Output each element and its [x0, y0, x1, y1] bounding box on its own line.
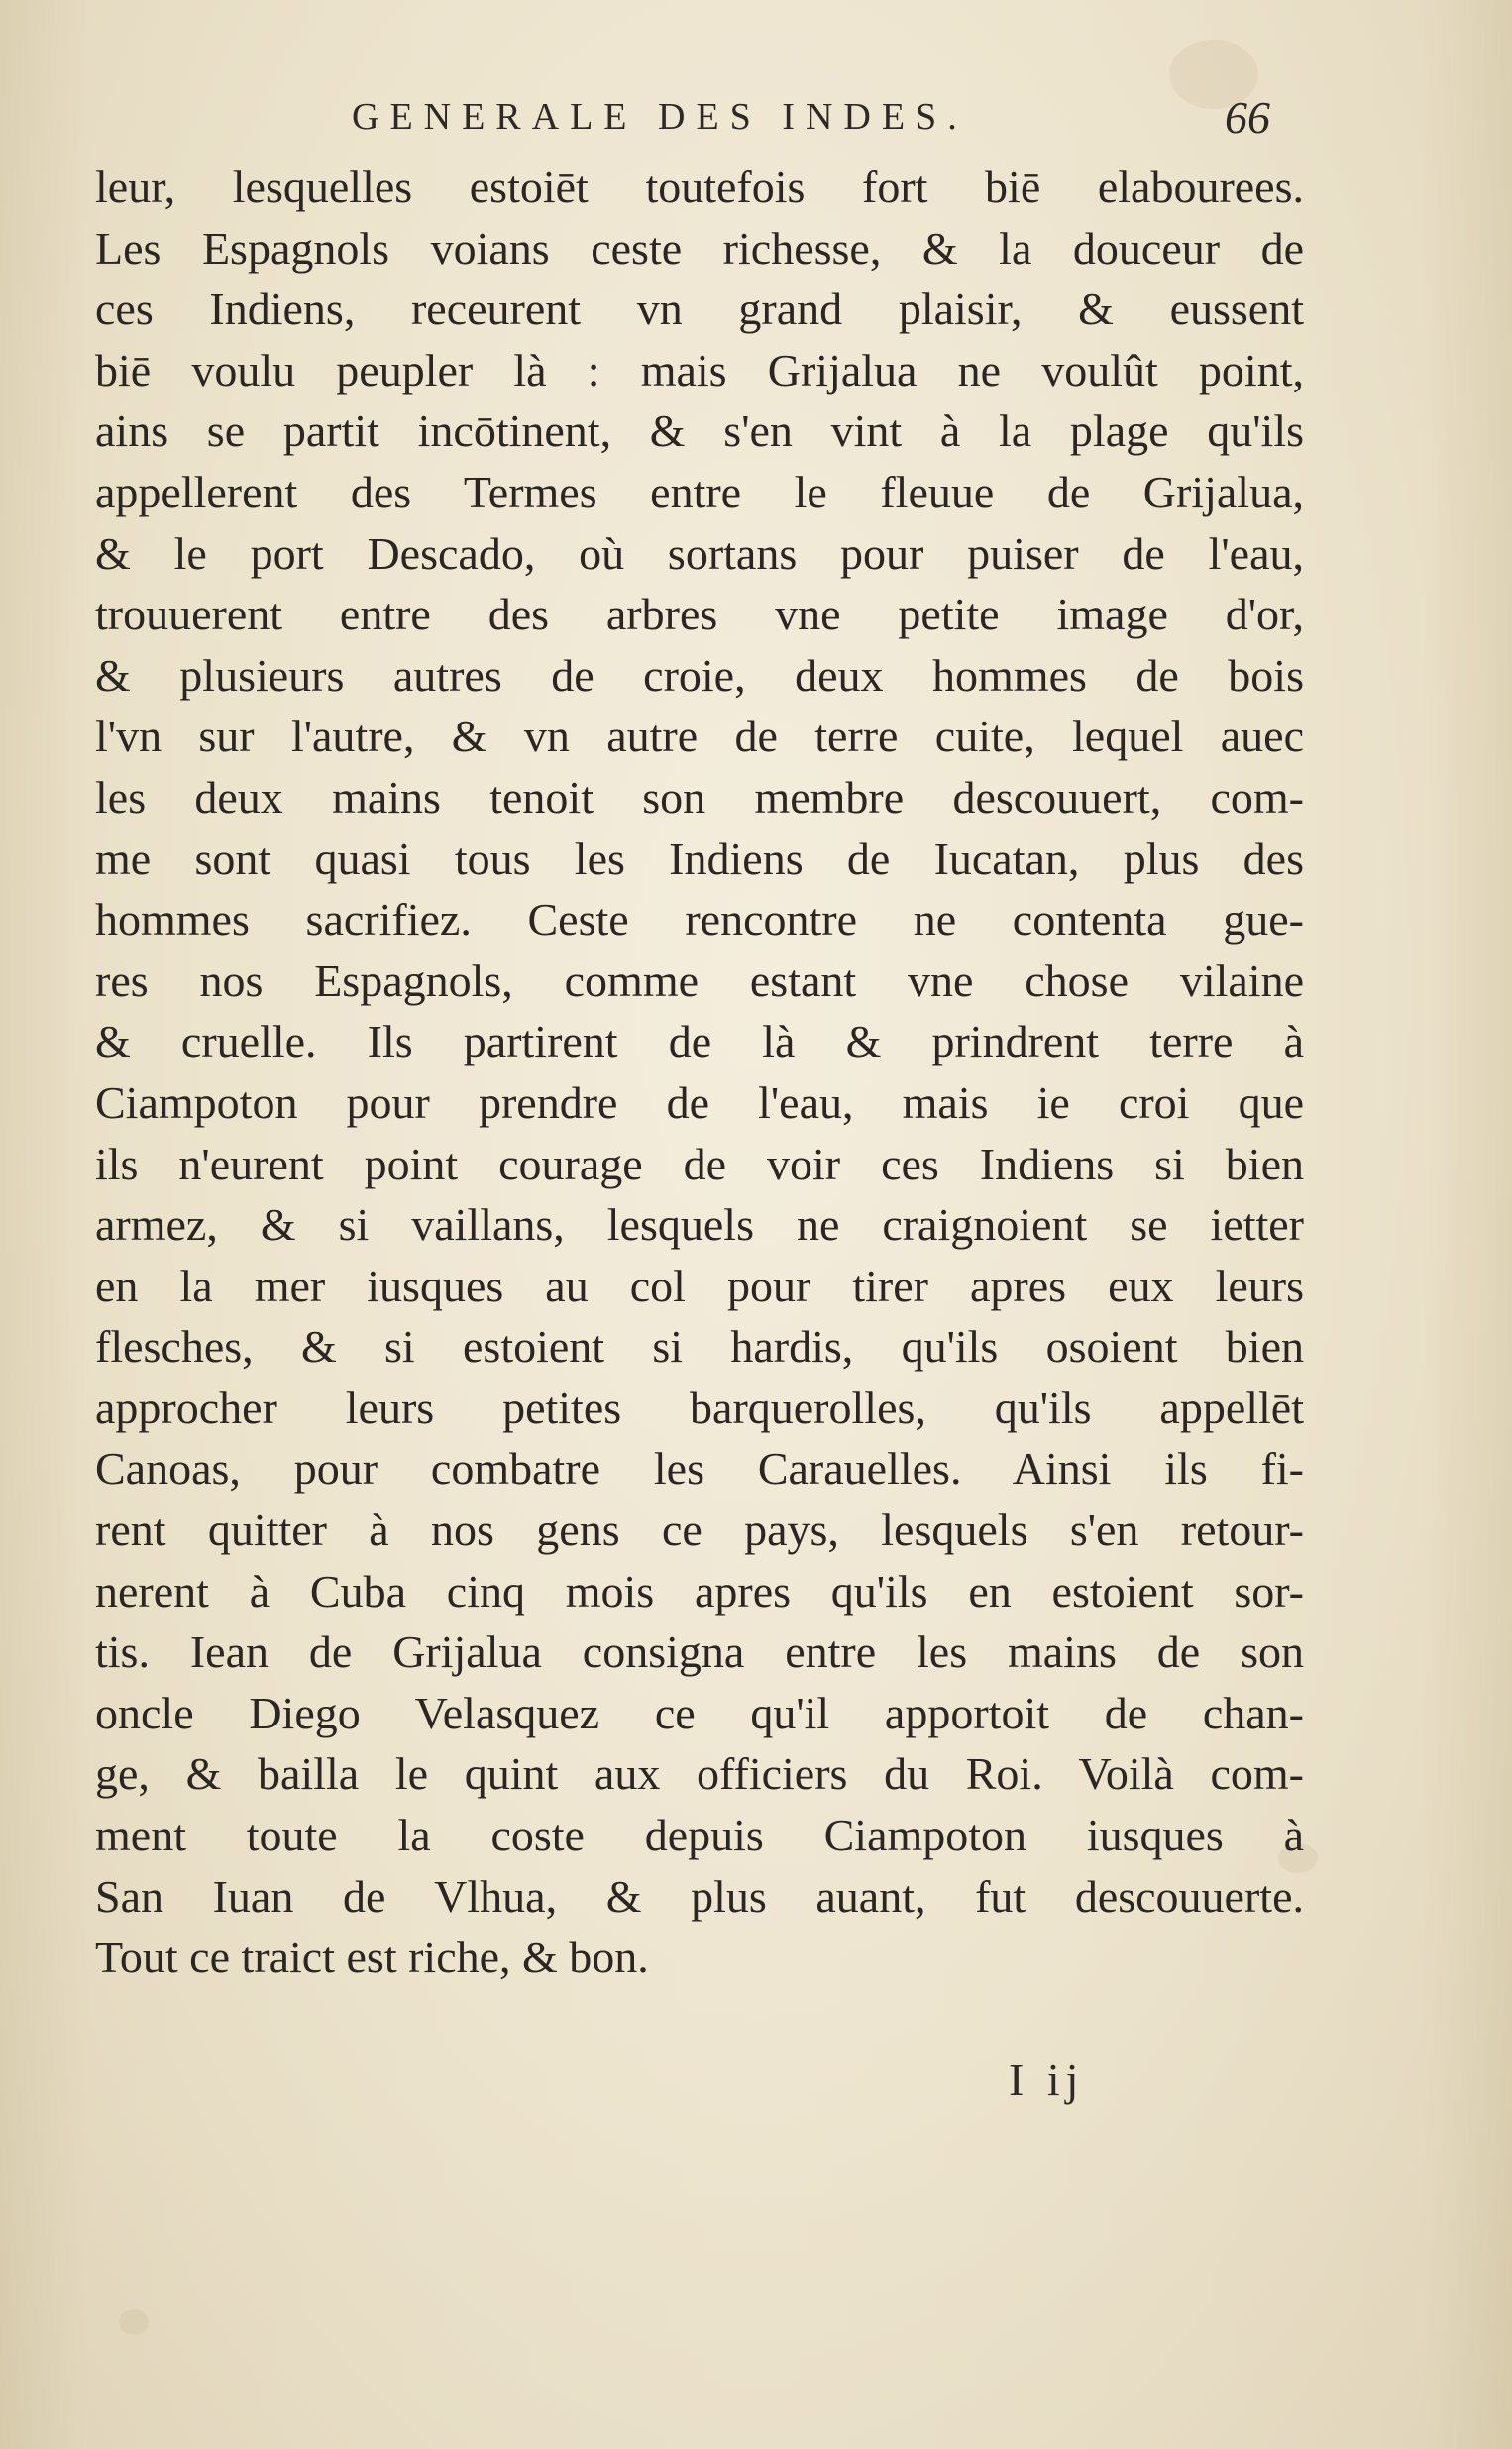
paper-stain: [119, 2309, 149, 2335]
text-line: les deux mains tenoit son membre descouuert, com-: [95, 771, 1304, 823]
text-line: ces Indiens, receurent vn grand plaisir, & eussent: [95, 283, 1304, 335]
text-line: biē voulu peupler là : mais Grijalua ne voulût point,: [95, 344, 1304, 395]
text-line: ains se partit incōtinent, & s'en vint à la plage qu'ils: [95, 405, 1304, 457]
text-line: flesches, & si estoient si hardis, qu'ils osoient bien: [95, 1321, 1304, 1373]
text-line: trouuerent entre des arbres vne petite image d'or,: [95, 589, 1304, 640]
text-line: armez, & si vaillans, lesquels ne craignoient se ietter: [95, 1199, 1304, 1251]
text-line: appellerent des Termes entre le fleuue de Grijalua,: [95, 466, 1304, 517]
text-line: ils n'eurent point courage de voir ces Indiens si bien: [95, 1138, 1304, 1189]
text-line: & plusieurs autres de croie, deux hommes de bois: [95, 649, 1304, 701]
text-line: Les Espagnols voians ceste richesse, & la douceur de: [95, 222, 1304, 274]
text-line: San Iuan de Vlhua, & plus auant, fut descouuerte.: [95, 1870, 1304, 1922]
text-line: Canoas, pour combatre les Carauelles. Ainsi ils fi-: [95, 1443, 1304, 1495]
text-line: nerent à Cuba cinq mois apres qu'ils en estoient sor-: [95, 1565, 1304, 1616]
text-line: en la mer iusques au col pour tirer apres eux leurs: [95, 1260, 1304, 1311]
running-title: GENERALE DES INDES.: [352, 96, 968, 138]
text-line: & le port Descado, où sortans pour puiser de l'eau,: [95, 527, 1304, 579]
text-line: & cruelle. Ils partirent de là & prindrent terre à: [95, 1016, 1304, 1067]
body-text: [95, 157, 1304, 1988]
text-line: res nos Espagnols, comme estant vne chose vilaine: [95, 954, 1304, 1006]
text-line: hommes sacrifiez. Ceste rencontre ne contenta gue-: [95, 894, 1304, 946]
text-line: tis. Iean de Grijalua consigna entre les mains de son: [95, 1626, 1304, 1678]
text-line: ge, & bailla le quint aux officiers du Roi. Voilà com-: [95, 1748, 1304, 1800]
text-line: ment toute la coste depuis Ciampoton iusques à: [95, 1810, 1304, 1861]
text-line: Ciampoton pour prendre de l'eau, mais ie croi que: [95, 1076, 1304, 1128]
text-line: approcher leurs petites barquerolles, qu'ils appellēt: [95, 1382, 1304, 1433]
page-number: 66: [1225, 92, 1270, 143]
text-line: me sont quasi tous les Indiens de Iucatan, plus des: [95, 833, 1304, 884]
signature-mark: I ij: [1009, 2055, 1085, 2105]
text-line: rent quitter à nos gens ce pays, lesquels s'en retour-: [95, 1504, 1304, 1556]
text-line-last: Tout ce traict est riche, & bon.: [95, 1932, 649, 1983]
text-line: leur, lesquelles estoiēt toutefois fort biē elabourees.: [95, 162, 1304, 212]
text-line: l'vn sur l'autre, & vn autre de terre cuite, lequel auec: [95, 711, 1304, 762]
text-line: oncle Diego Velasquez ce qu'il apportoit de chan-: [95, 1687, 1304, 1738]
